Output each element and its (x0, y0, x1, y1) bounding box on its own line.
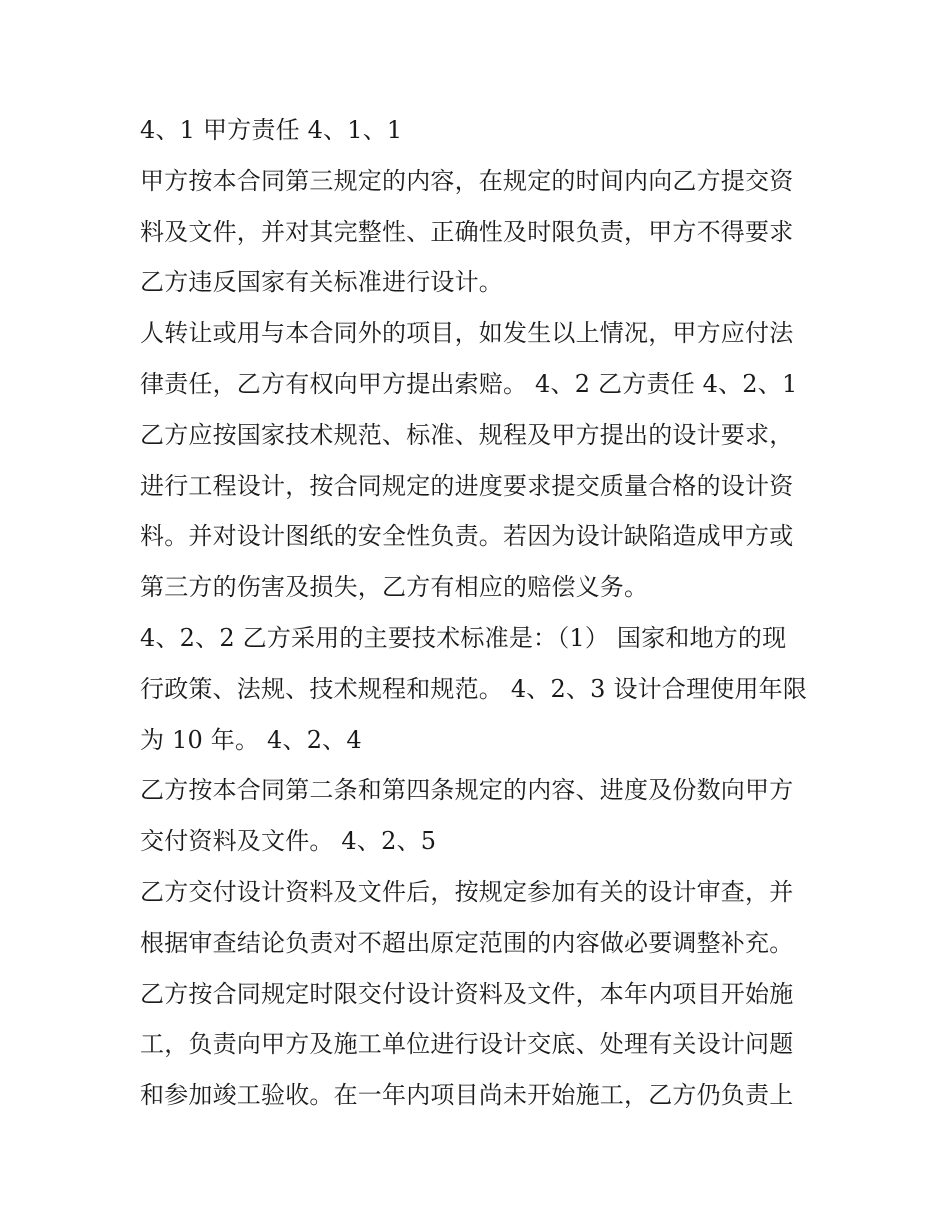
text-line: 进行工程设计，按合同规定的进度要求提交质量合格的设计资 (140, 471, 794, 500)
text-line: 乙方应按国家技术规范、标准、规程及甲方提出的设计要求， (140, 420, 794, 449)
text-line: 和参加竣工验收。在一年内项目尚未开始施工，乙方仍负责上 (140, 1081, 794, 1110)
text-line: 行政策、法规、技术规程和规范。 4、2、3 设计合理使用年限 (140, 674, 808, 703)
text-line: 乙方交付设计资料及文件后，按规定参加有关的设计审查，并 (140, 877, 794, 906)
text-line: 人转让或用与本合同外的项目，如发生以上情况，甲方应付法 (140, 319, 794, 348)
text-line: 工，负责向甲方及施工单位进行设计交底、处理有关设计问题 (140, 1030, 794, 1059)
contract-text-body (140, 105, 820, 1121)
text-line: 交付资料及文件。 4、2、5 (140, 827, 437, 856)
text-line: 4、1 甲方责任 4、1、1 (140, 116, 403, 144)
text-line: 为 10 年。 4、2、4 (140, 725, 362, 754)
text-line: 乙方按合同规定时限交付设计资料及文件，本年内项目开始施 (140, 979, 794, 1008)
text-line: 料及文件，并对其完整性、正确性及时限负责，甲方不得要求 (140, 217, 794, 246)
text-line: 乙方按本合同第二条和第四条规定的内容、进度及份数向甲方 (140, 776, 794, 805)
text-line: 根据审查结论负责对不超出原定范围的内容做必要调整补充。 (140, 928, 794, 957)
text-line: 料。并对设计图纸的安全性负责。若因为设计缺陷造成甲方或 (140, 522, 794, 551)
text-line: 乙方违反国家有关标准进行设计。 (140, 268, 503, 297)
text-line: 甲方按本合同第三规定的内容，在规定的时间内向乙方提交资 (140, 166, 794, 195)
text-line: 律责任，乙方有权向甲方提出索赔。 4、2 乙方责任 4、2、1 (140, 369, 798, 398)
text-line: 第三方的伤害及损失，乙方有相应的赔偿义务。 (140, 573, 649, 602)
text-line: 4、2、2 乙方采用的主要技术标准是：（1） 国家和地方的现 (140, 623, 787, 652)
